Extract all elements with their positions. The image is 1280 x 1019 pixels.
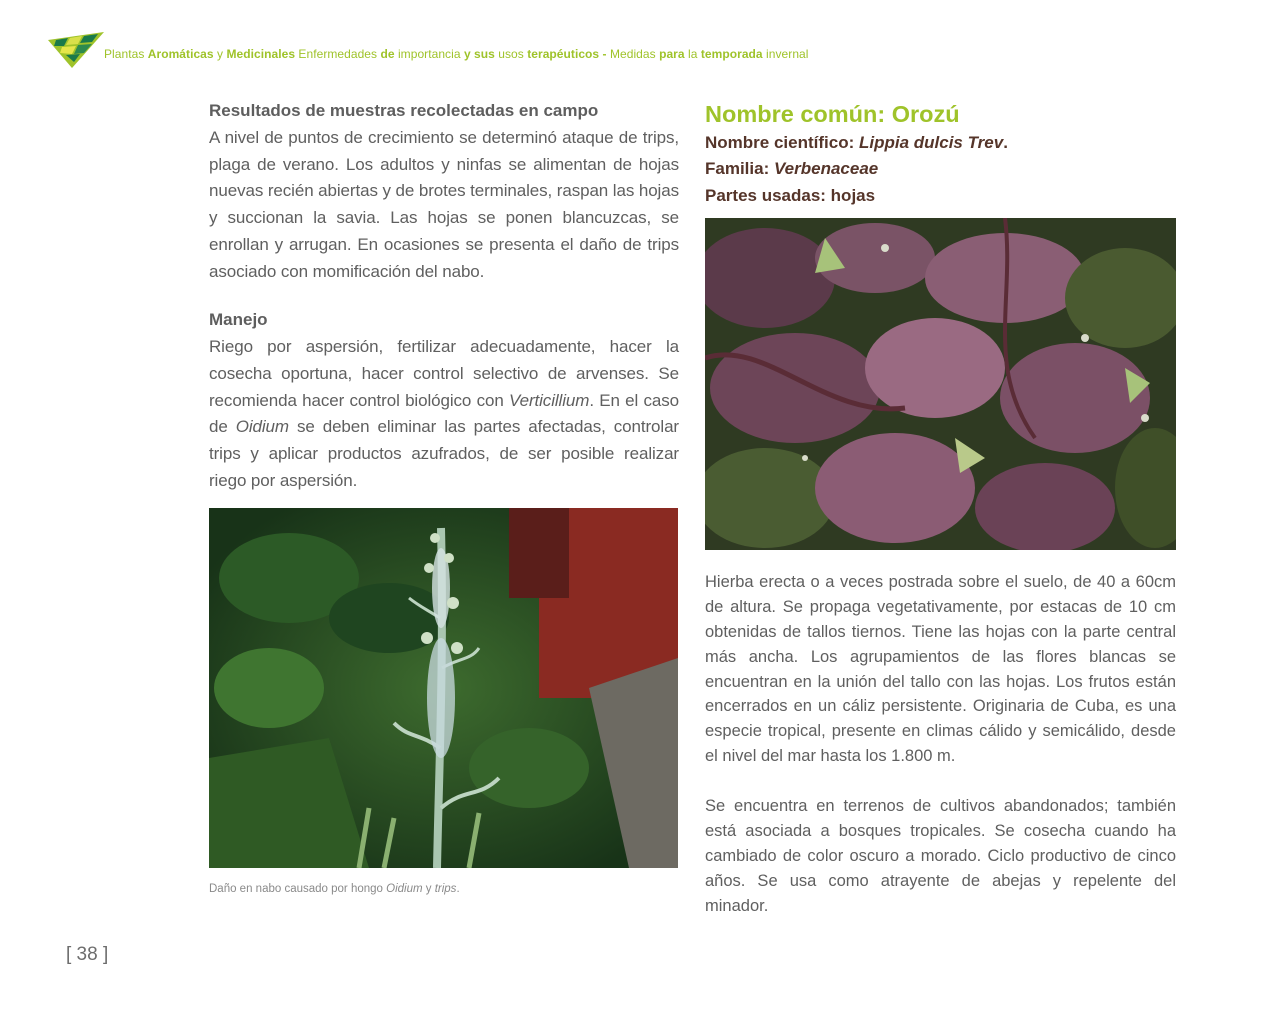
plant-common-name: Nombre común: Orozú [705,101,960,127]
header-title [104,47,808,61]
header-segment: invernal [762,47,809,61]
left-column [209,100,679,895]
header-segment: Medicinales [226,47,296,61]
description-paragraph-2: Se encuentra en terrenos de cultivos abandonados; también está asociada a bosques tropicales. Se cosecha cuando ha cambiado de color oscuro a morado. Ciclo productivo de cinco años. Se usa como atrayente de abejas y repelente del minador. [705,797,1176,915]
header-segment: Medidas [606,47,660,61]
header-segment: Plantas [104,47,148,61]
logo [48,32,106,68]
header-segment: para [659,47,685,61]
turnip-oidium-photo [209,508,678,868]
right-column [705,100,1176,919]
manejo-heading: Manejo [209,310,268,330]
header-segment: temporada [700,47,763,61]
header-segment: y [213,47,227,61]
description-paragraph-1: Hierba erecta o a veces postrada sobre el suelo, de 40 a 60cm de altura. Se propaga vegetativamente, por estacas de 10 cm obtenidas de tallos tiernos. Tiene las hojas con la parte central más ancha. Los agrupamientos de las flores blancas se encuentran en la unión del tallo con las hojas. Los frutos están encerrados en un cáliz persistente. Originaria de Cuba, es una especie tropical, presente en climas cálido y semicálido, desde el nivel del mar hasta los 1.800 m. [705,572,1176,766]
header-segment: usos [494,47,528,61]
results-heading: Resultados de muestras recolectadas en campo [209,101,599,120]
header-segment: Aromáticas [147,47,214,61]
manejo-paragraph: Riego por aspersión, fertilizar adecuadamente, hacer la cosecha oportuna, hacer control selectivo de arvenses. Se recomienda hacer control biológico con Verticillium. En el caso de Oidium se deben eliminar las partes afectadas, controlar trips y aplicar productos azufrados, de ser posible realizar riego por aspersión. [209,337,679,490]
parts-used: Partes usadas: hojas [705,185,876,205]
header-segment: terapéuticos - [527,47,607,61]
scientific-name: Nombre científico: Lippia dulcis Trev. [705,133,1008,152]
family: Familia: Verbenaceae [705,159,879,179]
header-segment: y sus [463,47,495,61]
page-number: [ 38 ] [66,944,109,965]
header-segment: Enfermedades [295,47,381,61]
results-paragraph: A nivel de puntos de crecimiento se determinó ataque de trips, plaga de verano. Los adultos y ninfas se alimentan de hojas nuevas recién abiertas y de brotes terminales, raspan las hojas y succionan la savia. Las hojas se ponen blancuzcas, se enrollan y arrugan. En ocasiones se presenta el daño de trips asociado con momificación del nabo. [209,128,679,281]
orozu-plant-photo [705,218,1176,550]
header-segment: de [380,47,395,61]
photo-caption: Daño en nabo causado por hongo Oidium y trips. [209,883,460,896]
header-segment: importancia [394,47,464,61]
header-segment: la [684,47,701,61]
